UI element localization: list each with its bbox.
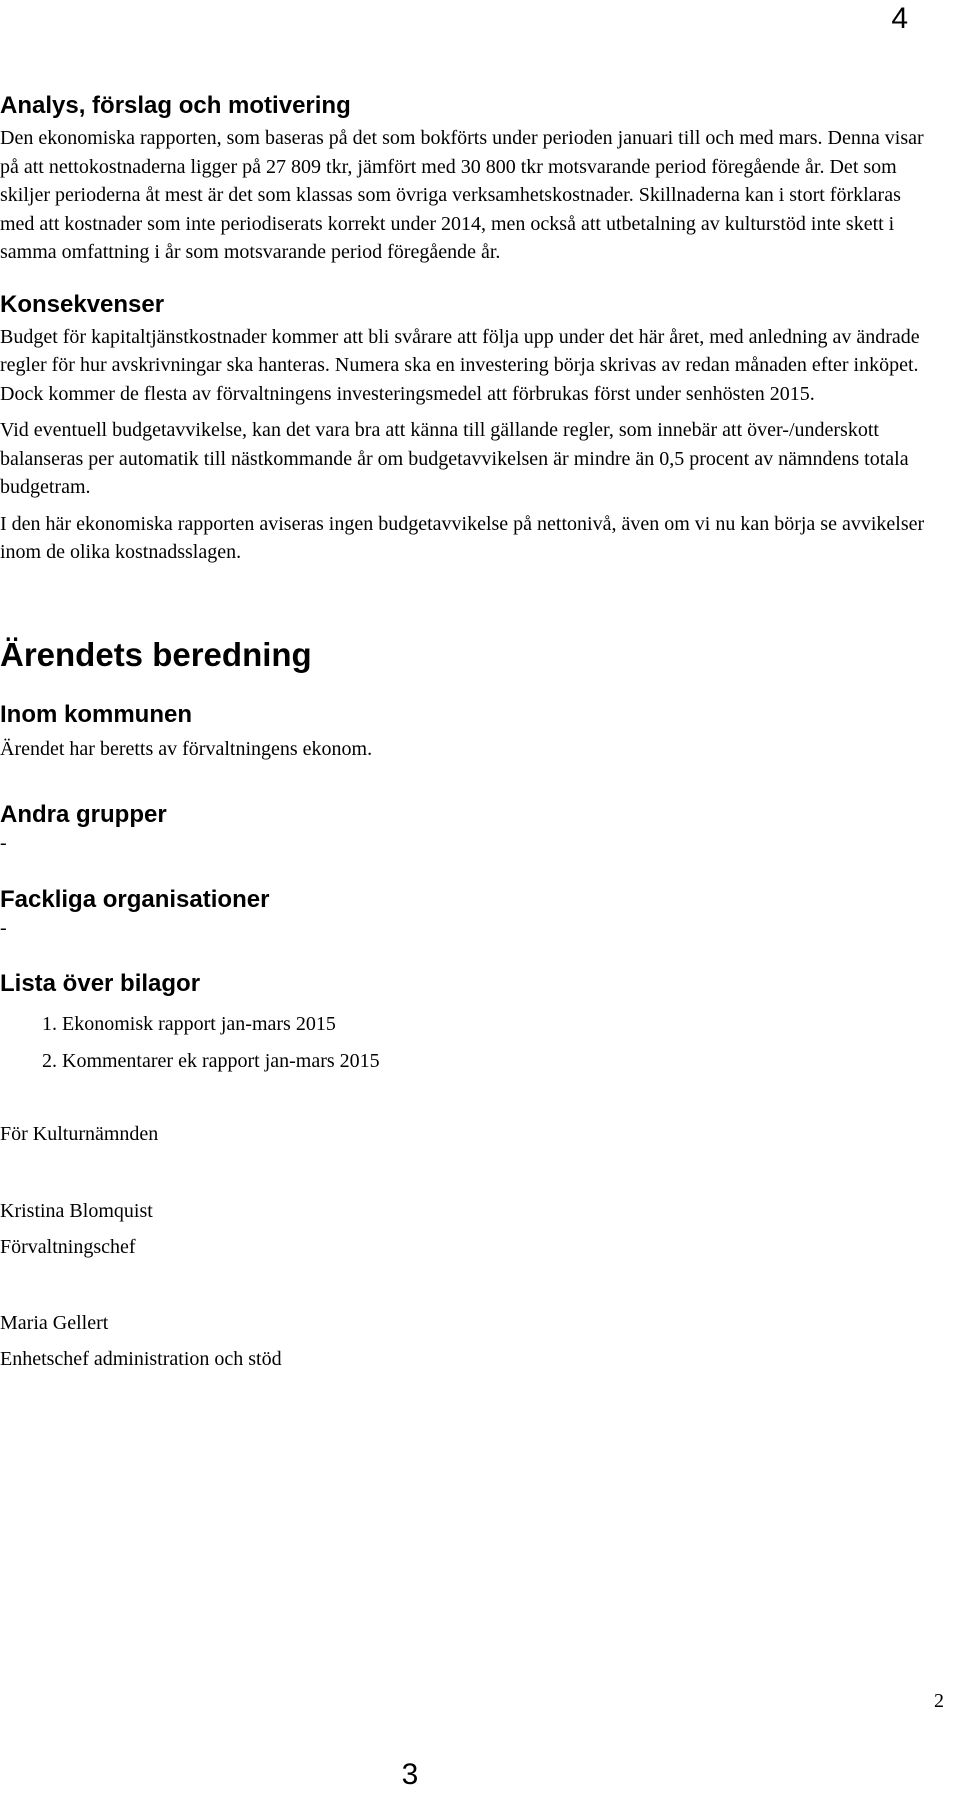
signature-title-1: Förvaltningschef: [0, 1236, 136, 1258]
inom-kommunen-text: Ärendet har beretts av förvaltningens ekonom.: [0, 737, 373, 760]
bilaga-item-2: 2. Kommentarer ek rapport jan-mars 2015: [62, 1043, 940, 1080]
subheading-inom-kommunen: Inom kommunen: [0, 700, 193, 728]
page-number-top: 4: [891, 2, 908, 35]
konsekvenser-paragraph-3: I den här ekonomiska rapporten aviseras ingen budgetavvikelse på nettonivå, även om vi nu kan börja se avvikelser inom de olika kostnadsslagen.: [0, 512, 925, 563]
signature-name-2: Maria Gellert: [0, 1311, 109, 1334]
signature-title-2: Enhetschef administration och stöd: [0, 1348, 282, 1370]
konsekvenser-paragraph-1: Budget för kapitaltjänstkostnader kommer att bli svårare att följa upp under det här året, med anledning av ändrade regler för hur avskrivningar ska hanteras. Numera ska en investering börja skrivas av redan månaden efter inköpet. Dock kommer de flesta av förvaltningens investeringsmedel att förbrukas först under senhösten 2015.: [0, 325, 920, 405]
analys-paragraph: Den ekonomiska rapporten, som baseras på det som bokförts under perioden januari till och med mars. Denna visar på att nettokostnaderna ligger på 27 809 tkr, jämfört med 30 800 tkr motsvarande period föregående år. Det som skiljer perioderna åt mest är det som klassas som övriga verksamhetskostnader. Skillnaderna kan i stort förklaras med att kostnader som inte periodiserats korrekt under 2014, men också att utbetalning av kulturstöd inte skett i samma omfattning i år som motsvarande period föregående år.: [0, 127, 924, 263]
page-number-right: 2: [934, 1690, 944, 1712]
bilaga-item-1: 1. Ekonomisk rapport jan-mars 2015: [62, 1006, 940, 1043]
bilagor-list: [0, 1006, 940, 1080]
fackliga-text: -: [0, 916, 7, 939]
page-number-bottom: 3: [401, 1758, 419, 1791]
signature-for-line: För Kulturnämnden: [0, 1123, 159, 1145]
section-heading-konsekvenser: Konsekvenser: [0, 290, 165, 318]
konsekvenser-paragraph-2: Vid eventuell budgetavvikelse, kan det vara bra att känna till gällande regler, som innebär att över-/underskott balanseras per automatik till nästkommande år om budgetavvikelsen är mindre än 0,5 procent av nämndens totala budgetram.: [0, 419, 909, 498]
document-body: [0, 90, 940, 1374]
section-heading-analys: Analys, förslag och motivering: [0, 92, 351, 119]
subheading-andra-grupper: Andra grupper: [0, 801, 167, 828]
section-heading-beredning: Ärendets beredning: [0, 635, 312, 673]
subheading-bilagor: Lista över bilagor: [0, 970, 201, 997]
signature-name-1: Kristina Blomquist: [0, 1199, 153, 1222]
andra-grupper-text: -: [0, 832, 7, 854]
subheading-fackliga: Fackliga organisationer: [0, 885, 270, 913]
